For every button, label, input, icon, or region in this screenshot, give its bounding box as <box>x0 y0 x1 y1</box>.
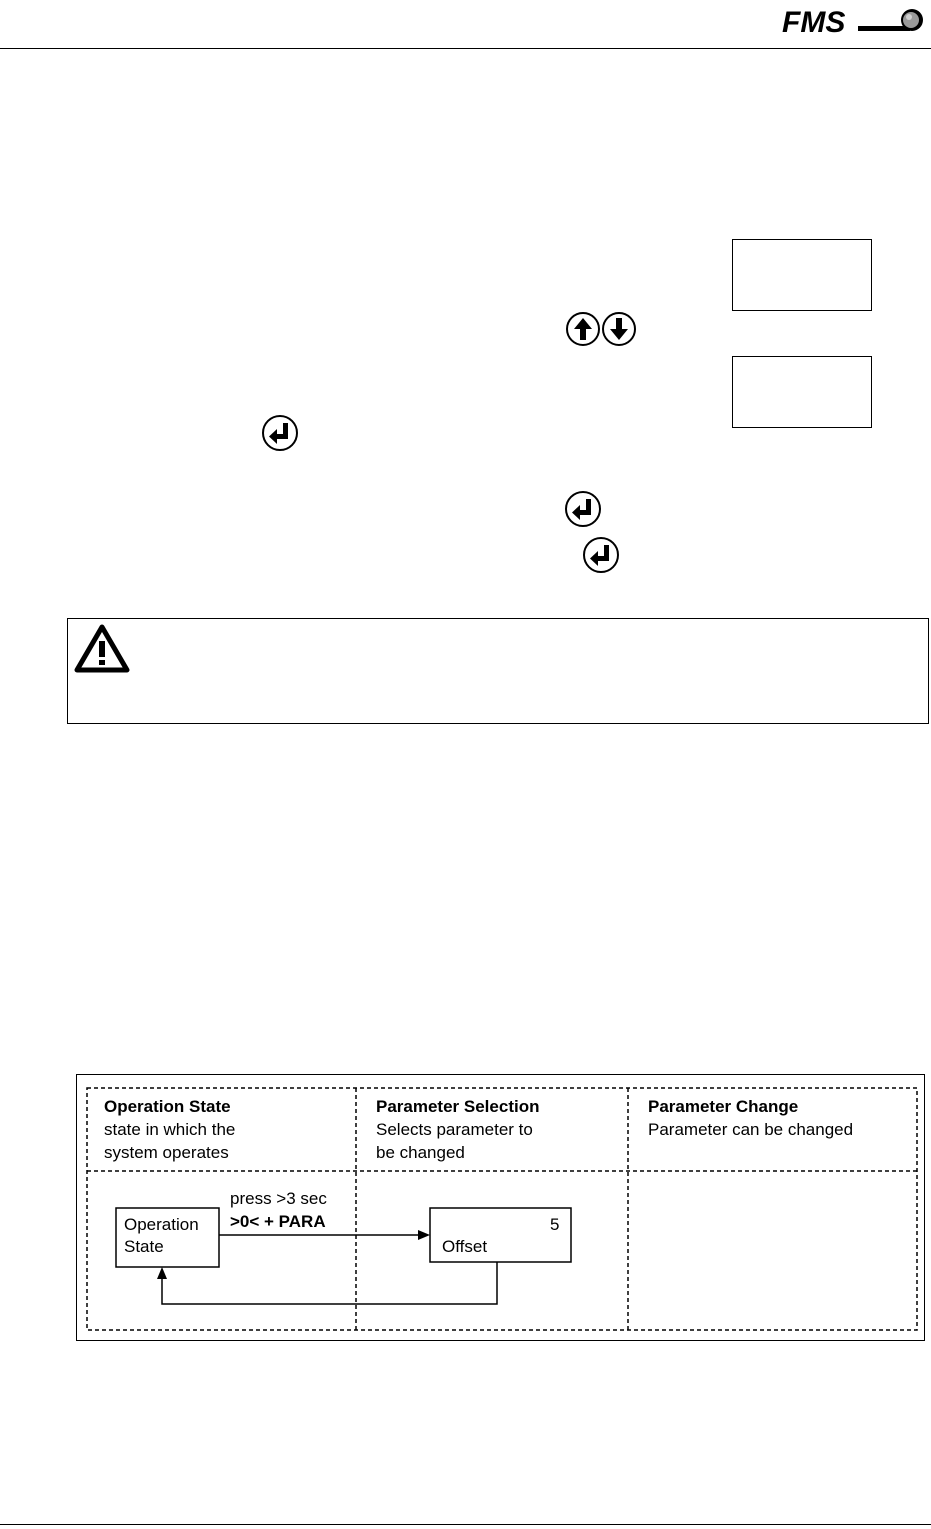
operation-state-line: Operation <box>124 1215 199 1234</box>
arrow-up-circle-icon <box>565 311 601 347</box>
state-diagram <box>76 1074 925 1341</box>
display-box-bottom <box>732 356 872 428</box>
column-title: Operation State <box>104 1097 231 1116</box>
display-box-top <box>732 239 872 311</box>
footer-rule <box>0 1524 931 1525</box>
column-parameter-selection <box>376 1095 539 1164</box>
arrow-down-circle-icon <box>601 311 637 347</box>
column-desc-line: state in which the <box>104 1120 236 1139</box>
operation-state-line: State <box>124 1237 164 1256</box>
enter-circle-icon <box>261 414 299 452</box>
parameter-value: 5 <box>550 1215 560 1234</box>
column-desc-line: be changed <box>376 1143 465 1162</box>
column-title: Parameter Change <box>648 1097 799 1116</box>
fms-logo <box>780 2 930 38</box>
column-parameter-change <box>648 1095 853 1141</box>
header-rule <box>0 48 931 49</box>
parameter-name: Offset <box>442 1237 488 1256</box>
press-label-line: press >3 sec <box>230 1189 327 1208</box>
column-title: Parameter Selection <box>376 1097 540 1116</box>
column-operation-state <box>104 1095 235 1164</box>
press-label-keys: >0< + PARA <box>230 1212 326 1231</box>
column-desc-line: Parameter can be changed <box>648 1120 854 1139</box>
operation-state-label <box>124 1214 199 1258</box>
press-label <box>230 1187 327 1233</box>
enter-circle-icon <box>564 490 602 528</box>
column-desc-line: Selects parameter to <box>376 1120 533 1139</box>
enter-circle-icon <box>582 536 620 574</box>
logo-text: FMS <box>782 6 846 38</box>
warning-triangle-icon <box>74 624 130 679</box>
column-desc-line: system operates <box>104 1143 229 1162</box>
warning-box <box>67 618 929 724</box>
